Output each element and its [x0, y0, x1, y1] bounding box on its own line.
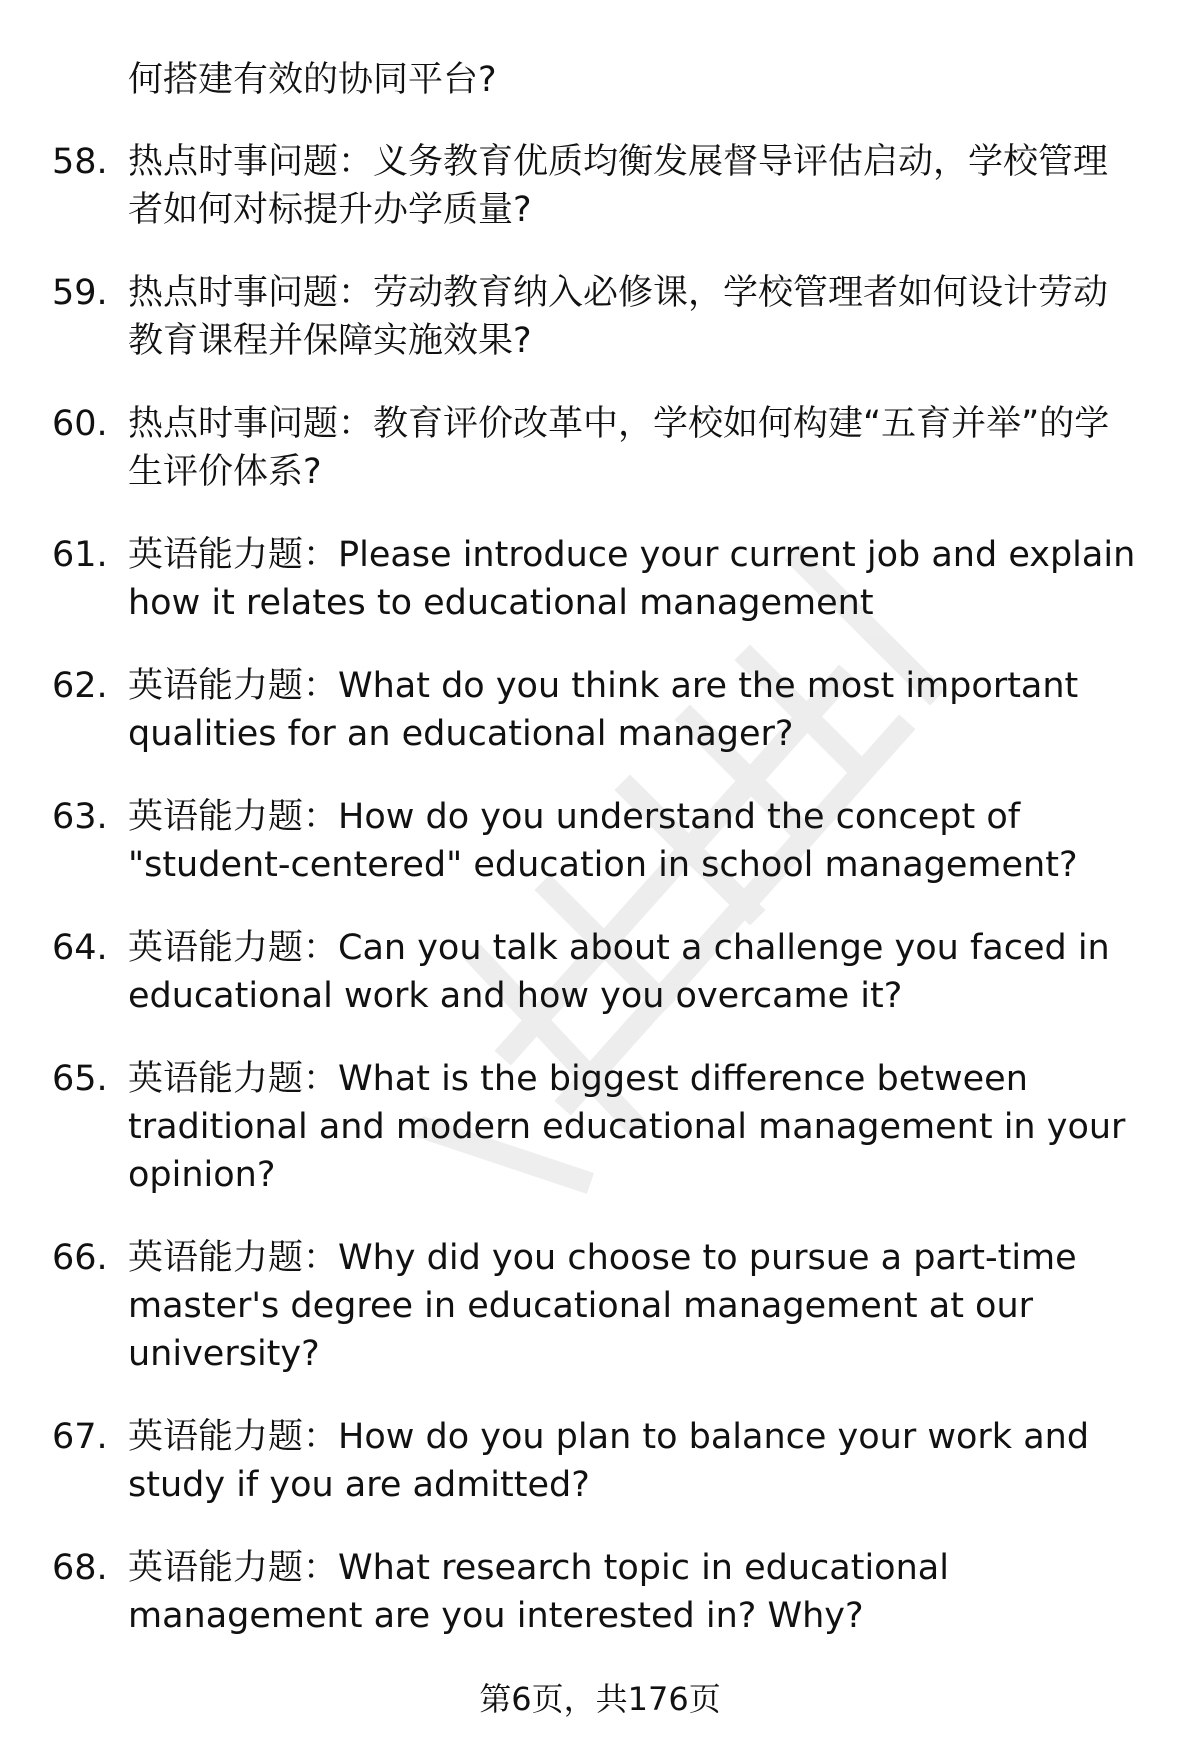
question-item — [52, 793, 1142, 889]
question-item — [52, 1055, 1142, 1199]
question-item — [52, 924, 1142, 1020]
question-item — [52, 269, 1142, 365]
question-text: 英语能力题：Why did you choose to pursue a part-time master's degree in educational management at our university? — [128, 1238, 1077, 1374]
question-text: 英语能力题：What is the biggest difference between traditional and modern educational management in your opinion? — [128, 1059, 1126, 1195]
question-number: 63. — [52, 797, 108, 837]
question-number: 68. — [52, 1548, 108, 1588]
question-number: 64. — [52, 928, 108, 968]
question-item — [52, 1234, 1142, 1378]
question-text: 英语能力题：How do you understand the concept of "student-centered" education in school management? — [128, 797, 1078, 885]
continuation-text: 何搭建有效的协同平台? — [128, 60, 497, 100]
question-number: 60. — [52, 404, 108, 444]
question-number: 66. — [52, 1238, 108, 1278]
question-number: 59. — [52, 273, 108, 313]
question-number: 65. — [52, 1059, 108, 1099]
question-item — [52, 662, 1142, 758]
question-number: 67. — [52, 1417, 108, 1457]
question-number: 61. — [52, 535, 108, 575]
question-text: 热点时事问题：义务教育优质均衡发展督导评估启动，学校管理者如何对标提升办学质量? — [128, 142, 1109, 230]
question-number: 62. — [52, 666, 108, 706]
question-item — [52, 1544, 1142, 1640]
question-item — [52, 138, 1142, 234]
question-text: 英语能力题：What research topic in educational management are you interested in? Why? — [128, 1548, 949, 1636]
question-text: 热点时事问题：劳动教育纳入必修课，学校管理者如何设计劳动教育课程并保障实施效果? — [128, 273, 1109, 361]
question-list — [52, 138, 1142, 1675]
question-item — [52, 531, 1142, 627]
question-text: 英语能力题：Please introduce your current job and explain how it relates to educational management — [128, 535, 1136, 623]
question-text: 热点时事问题：教育评价改革中，学校如何构建“五育并举”的学生评价体系? — [128, 404, 1110, 492]
question-number: 58. — [52, 142, 108, 182]
question-text: 英语能力题：What do you think are the most important qualities for an educational manager? — [128, 666, 1079, 754]
question-text: 英语能力题：Can you talk about a challenge you faced in educational work and how you overcame it? — [128, 928, 1110, 1016]
question-text: 英语能力题：How do you plan to balance your work and study if you are admitted? — [128, 1417, 1090, 1505]
question-item — [52, 400, 1142, 496]
question-item — [52, 1413, 1142, 1509]
page-footer: 第6页，共176页 — [479, 1680, 721, 1718]
